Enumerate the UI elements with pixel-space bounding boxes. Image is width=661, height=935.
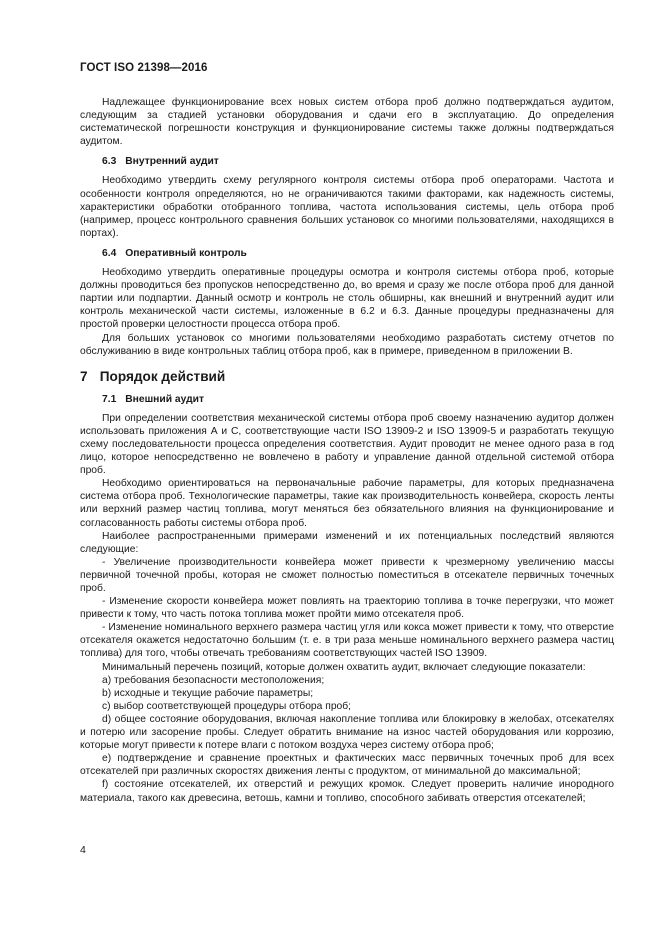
list-item: - Изменение номинального верхнего размера частиц угля или кокса может привести к тому, что отверстие отсекателя окажется недостаточно большим (т. е. в три раза меньше номинального верхнего размера частиц топлива) для того, чтобы отвечать требованиям соответствующих частей ISO 13909. <box>80 622 614 660</box>
paragraph: Необходимо утвердить оперативные процедуры осмотра и контроля системы отбора проб, которые должны проводиться без пропусков непосредственно до, во время и сразу же после отбора проб для данной партии или подпартии. Данный осмотр и контроль не столь обширны, как внешний и внутренний аудит или контроль механической части системы, изложенные в 6.2 и 6.3. Данные процедуры предназначены для простой проверки целостности процесса отбора проб. <box>80 267 614 331</box>
section-7-1-heading <box>102 393 614 406</box>
list-item: - Изменение скорости конвейера может повлиять на траекторию топлива в точке перегрузки, что может привести к тому, что часть потока топлива может пройти мимо отсекателя проб. <box>80 596 614 621</box>
section-number: 7.1 <box>102 393 117 405</box>
paragraph: Для больших установок со многими пользователями необходимо разработать систему отчетов по обслуживанию в виде контрольных таблиц отбора проб, как в примере, приведенном в приложении В. <box>80 332 614 357</box>
paragraph: Минимальный перечень позиций, которые должен охватить аудит, включает следующие показатели: <box>102 661 586 673</box>
paragraph: Необходимо утвердить схему регулярного контроля системы отбора проб операторами. Частота и особенности контроля определяются, но не ограничиваются такими факторами, как надежность системы, характеристики обработки отобранного топлива, частота использования системы, цель отбора проб (например, процесс контрольного сравнения больших установок со многими пользователями, находящихся в портах). <box>80 175 614 239</box>
list-item: b) исходные и текущие рабочие параметры; <box>102 687 314 699</box>
section-title: Оперативный контроль <box>125 247 247 259</box>
list-item: а) требования безопасности местоположения; <box>102 674 325 686</box>
list-item: - Увеличение производительности конвейера может привести к чрезмерному увеличению массы первичной точечной пробы, которая не сможет полностью поместиться в отсекателе первичных точечных проб. <box>80 556 614 594</box>
list-item: с) выбор соответствующей процедуры отбора проб; <box>102 700 352 712</box>
page-number: 4 <box>80 844 86 856</box>
section-number: 6.4 <box>102 247 117 259</box>
document-header: ГОСТ ISO 21398—2016 <box>80 62 208 74</box>
list-item: d) общее состояние оборудования, включая накопление топлива или блокировку в желобах, отсекателях и потерю или засорение пробы. Следует обратить внимание на износ частей оборудования или коррозию, которые могут привести к потере влаги с потоком воздуха через систему отбора проб; <box>80 713 614 752</box>
section-number: 6.3 <box>102 156 117 168</box>
paragraph: Надлежащее функционирование всех новых систем отбора проб должно подтверждаться аудитом, следующим за стадией установки оборудования и сдачи его в эксплуатацию. До определения систематической погрешности конструкция и функционирование системы также должны подтверждаться аудитом. <box>80 97 614 148</box>
section-title: Порядок действий <box>99 368 226 384</box>
list-item: f) состояние отсекателей, их отверстий и режущих кромок. Следует проверить наличие инородного материала, такого как древесина, ветошь, камни и топливо, способного забивать отверстия отсекателей; <box>80 779 614 804</box>
paragraph: При определении соответствия механической системы отбора проб своему назначению аудитор должен использовать приложения А и С, соответствующие части ISO 13909-2 и ISO 13909-5 и разработать текущую схему последовательности процесса определения соответствия. Аудит проводит не менее одного раза в год лицо, которое непосредственно не вовлечено в работу и управление данной отдельной системой отбора проб. <box>80 412 614 477</box>
section-6-4-heading <box>102 247 614 260</box>
section-title: Внутренний аудит <box>125 156 219 168</box>
section-6-3-heading <box>102 155 614 168</box>
paragraph: Наиболее распространенными примерами изменений и их потенциальных последствий являются следующие: <box>80 530 614 555</box>
list-item: е) подтверждение и сравнение проектных и фактических масс первичных точечных проб для всех отсекателей при различных скоростях движения ленты с продуктом, от минимальной до максимальной; <box>80 753 614 778</box>
section-number: 7 <box>80 368 88 384</box>
document-body <box>80 96 614 805</box>
paragraph: Необходимо ориентироваться на первоначальные рабочие параметры, для которых предназначена система отбора проб. Технологические параметры, такие как производительность конвейера, скорость ленты или верхний размер частиц топлива, могут меняться без обязательного влияния на функционирование и согласованность работы системы отбора проб. <box>80 478 614 529</box>
section-title: Внешний аудит <box>125 393 205 405</box>
section-7-heading <box>80 369 614 385</box>
